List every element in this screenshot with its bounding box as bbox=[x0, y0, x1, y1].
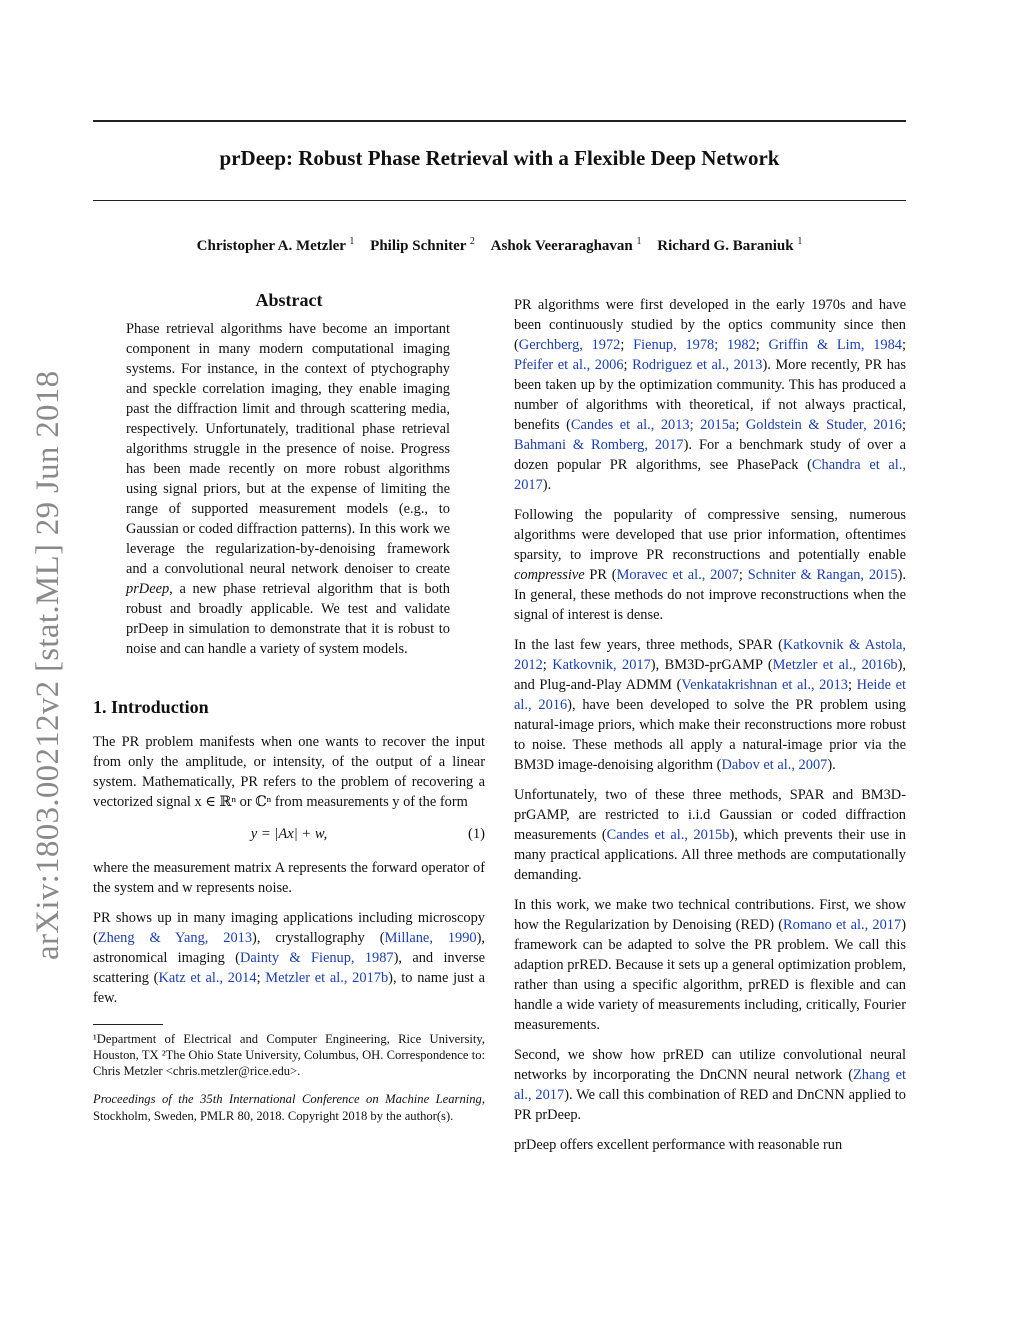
author-4: Richard G. Baraniuk $^1$ bbox=[657, 236, 803, 254]
citation-link[interactable]: Katz et al., 2014 bbox=[158, 970, 257, 986]
abstract-heading: Abstract bbox=[255, 290, 323, 310]
citation-link[interactable]: Katkovnik & Astola, 2012 bbox=[514, 637, 906, 673]
intro-paragraph-3: PR shows up in many imaging applications including microscopy (Zheng & Yang, 2013), crystallography (Millane, 1990), astronomical imaging (Dainty & Fienup, 1987), and inverse scattering (Katz et al., 2014; Metzler et al., 2017b), to name just a few. bbox=[93, 910, 485, 1006]
citation-link[interactable]: Pfeifer et al., 2006 bbox=[514, 357, 624, 373]
paper-title: prDeep: Robust Phase Retrieval with a Flexible Deep Network bbox=[219, 146, 780, 170]
citation-link[interactable]: Rodriguez et al., 2013 bbox=[632, 357, 763, 373]
citation-link[interactable]: Metzler et al., 2016b bbox=[772, 657, 898, 673]
left-column bbox=[93, 290, 485, 1124]
citation-link[interactable]: Dabov et al., 2007 bbox=[721, 757, 828, 773]
equation-body: y = |Ax| + w, bbox=[250, 826, 328, 842]
right-paragraph-6: Second, we show how prRED can utilize convolutional neural networks by incorporating the DnCNN neural network (Zhang et al., 2017). We call this combination of RED and DnCNN applied to PR prDeep. bbox=[514, 1047, 907, 1123]
citation-link[interactable]: Katkovnik, 2017 bbox=[552, 657, 651, 673]
intro-heading: 1. Introduction bbox=[93, 697, 209, 717]
citation-link[interactable]: Metzler et al., 2017b bbox=[265, 970, 389, 986]
citation-link[interactable]: Heide et al., 2016 bbox=[514, 677, 906, 713]
title-rule-bottom bbox=[93, 200, 906, 201]
citation-link[interactable]: Candes et al., 2015b bbox=[606, 827, 730, 843]
citation-link[interactable]: Goldstein & Studer, 2016 bbox=[745, 417, 902, 433]
citation-link[interactable]: Chandra et al., 2017 bbox=[514, 457, 906, 493]
citation-link[interactable]: Gerchberg, 1972 bbox=[518, 337, 621, 353]
intro-paragraph-1: The PR problem manifests when one wants to recover the input from only the amplitude, or intensity, of the output of a linear system. Mathematically, PR refers to the problem of recovering a vectorized signal x ∈ ℝⁿ or ℂⁿ from measurements y of the form bbox=[93, 734, 485, 810]
arxiv-identifier: arXiv:1803.00212v2 [stat.ML] 29 Jun 2018 bbox=[30, 370, 66, 960]
right-paragraph-7: prDeep offers excellent performance with reasonable run bbox=[514, 1137, 843, 1153]
citation-link[interactable]: Bahmani & Romberg, 2017 bbox=[514, 437, 684, 453]
right-paragraph-1: PR algorithms were first developed in the early 1970s and have been continuously studied by the optics community since then (Gerchberg, 1972; Fienup, 1978; 1982; Griffin & Lim, 1984; Pfeifer et al., 2006; Rodriguez et al., 2013). More recently, PR has been taken up by the optimization community. This has produced a number of algorithms with theoretical, if not always practical, benefits (Candes et al., 2013; 2015a; Goldstein & Studer, 2016; Bahmani & Romberg, 2017). For a benchmark study of over a dozen popular PR algorithms, see PhasePack (Chandra et al., 2017). bbox=[514, 297, 907, 493]
author-list bbox=[93, 236, 906, 255]
footnote: ¹Department of Electrical and Computer Engineering, Rice University, Houston, TX ²The Ohio State University, Columbus, OH. Correspondence to: Chris Metzler <chris.metzler@rice.edu>. bbox=[93, 1032, 485, 1078]
footnote-rule bbox=[93, 1024, 163, 1025]
citation-link[interactable]: Romano et al., 2017 bbox=[783, 917, 902, 933]
citation-link[interactable]: Candes et al., 2013; 2015a bbox=[570, 417, 736, 433]
abstract-text: Phase retrieval algorithms have become an important component in many modern computational imaging systems. For instance, in the context of ptychography and speckle correlation imaging, they enable imaging past the diffraction limit and through scattering media, respectively. Unfortunately, traditional phase retrieval algorithms struggle in the presence of noise. Progress has been made recently on more robust algorithms using signal priors, but at the expense of limiting the range of supported measurement models (e.g., to Gaussian or coded diffraction patterns). In this work we leverage the regularization-by-denoising framework and a convolutional neural network denoiser to create prDeep, a new phase retrieval algorithm that is both robust and broadly applicable. We test and validate prDeep in simulation to demonstrate that it is robust to noise and can handle a variety of system models. bbox=[126, 321, 450, 657]
right-paragraph-4: Unfortunately, two of these three methods, SPAR and BM3D-prGAMP, are restricted to i.i.d Gaussian or coded diffraction measurements (Candes et al., 2015b), which prevents their use in many practical applications. All three methods are computationally demanding. bbox=[514, 787, 906, 883]
citation-link[interactable]: Zhang et al., 2017 bbox=[514, 1067, 907, 1103]
citation-link[interactable]: Schniter & Rangan, 2015 bbox=[747, 567, 898, 583]
right-column bbox=[514, 295, 906, 1165]
citation-link[interactable]: Fienup, 1978; 1982 bbox=[633, 337, 756, 353]
citation-link[interactable]: Griffin & Lim, 1984 bbox=[768, 337, 902, 353]
right-paragraph-5: In this work, we make two technical contributions. First, we show how the Regularization by Denoising (RED) (Romano et al., 2017) framework can be adapted to solve the PR problem. We call this adaption prRED. Because it sets up a general optimization problem, rather than using a specific algorithm, prRED is flexible and can handle a wide variety of measurements including, critically, Fourier measurements. bbox=[514, 897, 906, 1033]
intro-paragraph-2: where the measurement matrix A represents the forward operator of the system and w represents noise. bbox=[93, 860, 485, 896]
title-rule-top bbox=[93, 120, 906, 122]
right-paragraph-2: Following the popularity of compressive sensing, numerous algorithms were developed that use prior information, oftentimes sparsity, to improve PR reconstructions and potentially enable compressive PR (Moravec et al., 2007; Schniter & Rangan, 2015). In general, these methods do not improve reconstructions when the signal of interest is dense. bbox=[514, 507, 906, 623]
citation-link[interactable]: Dainty & Fienup, 1987 bbox=[239, 950, 394, 966]
proceedings-note: Proceedings of the 35th International Conference on Machine Learning, Stockholm, Sweden, PMLR 80, 2018. Copyright 2018 by the author(s). bbox=[93, 1092, 485, 1123]
author-2: Philip Schniter $^2$ bbox=[370, 236, 475, 254]
citation-link[interactable]: Venkatakrishnan et al., 2013 bbox=[681, 677, 848, 693]
citation-link[interactable]: Zheng & Yang, 2013 bbox=[97, 930, 253, 946]
author-3: Ashok Veeraraghavan $^1$ bbox=[490, 236, 642, 254]
citation-link[interactable]: Millane, 1990 bbox=[384, 930, 477, 946]
equation-1 bbox=[93, 824, 485, 844]
citation-link[interactable]: Moravec et al., 2007 bbox=[616, 567, 739, 583]
right-paragraph-3: In the last few years, three methods, SPAR (Katkovnik & Astola, 2012; Katkovnik, 2017), BM3D-prGAMP (Metzler et al., 2016b), and Plug-and-Play ADMM (Venkatakrishnan et al., 2013; Heide et al., 2016), have been developed to solve the PR problem using natural-image priors, which make their reconstructions more robust to noise. These methods all apply a natural-image prior via the BM3D image-denoising algorithm (Dabov et al., 2007). bbox=[514, 637, 906, 773]
equation-number: (1) bbox=[467, 826, 485, 842]
author-1: Christopher A. Metzler $^1$ bbox=[196, 236, 355, 254]
